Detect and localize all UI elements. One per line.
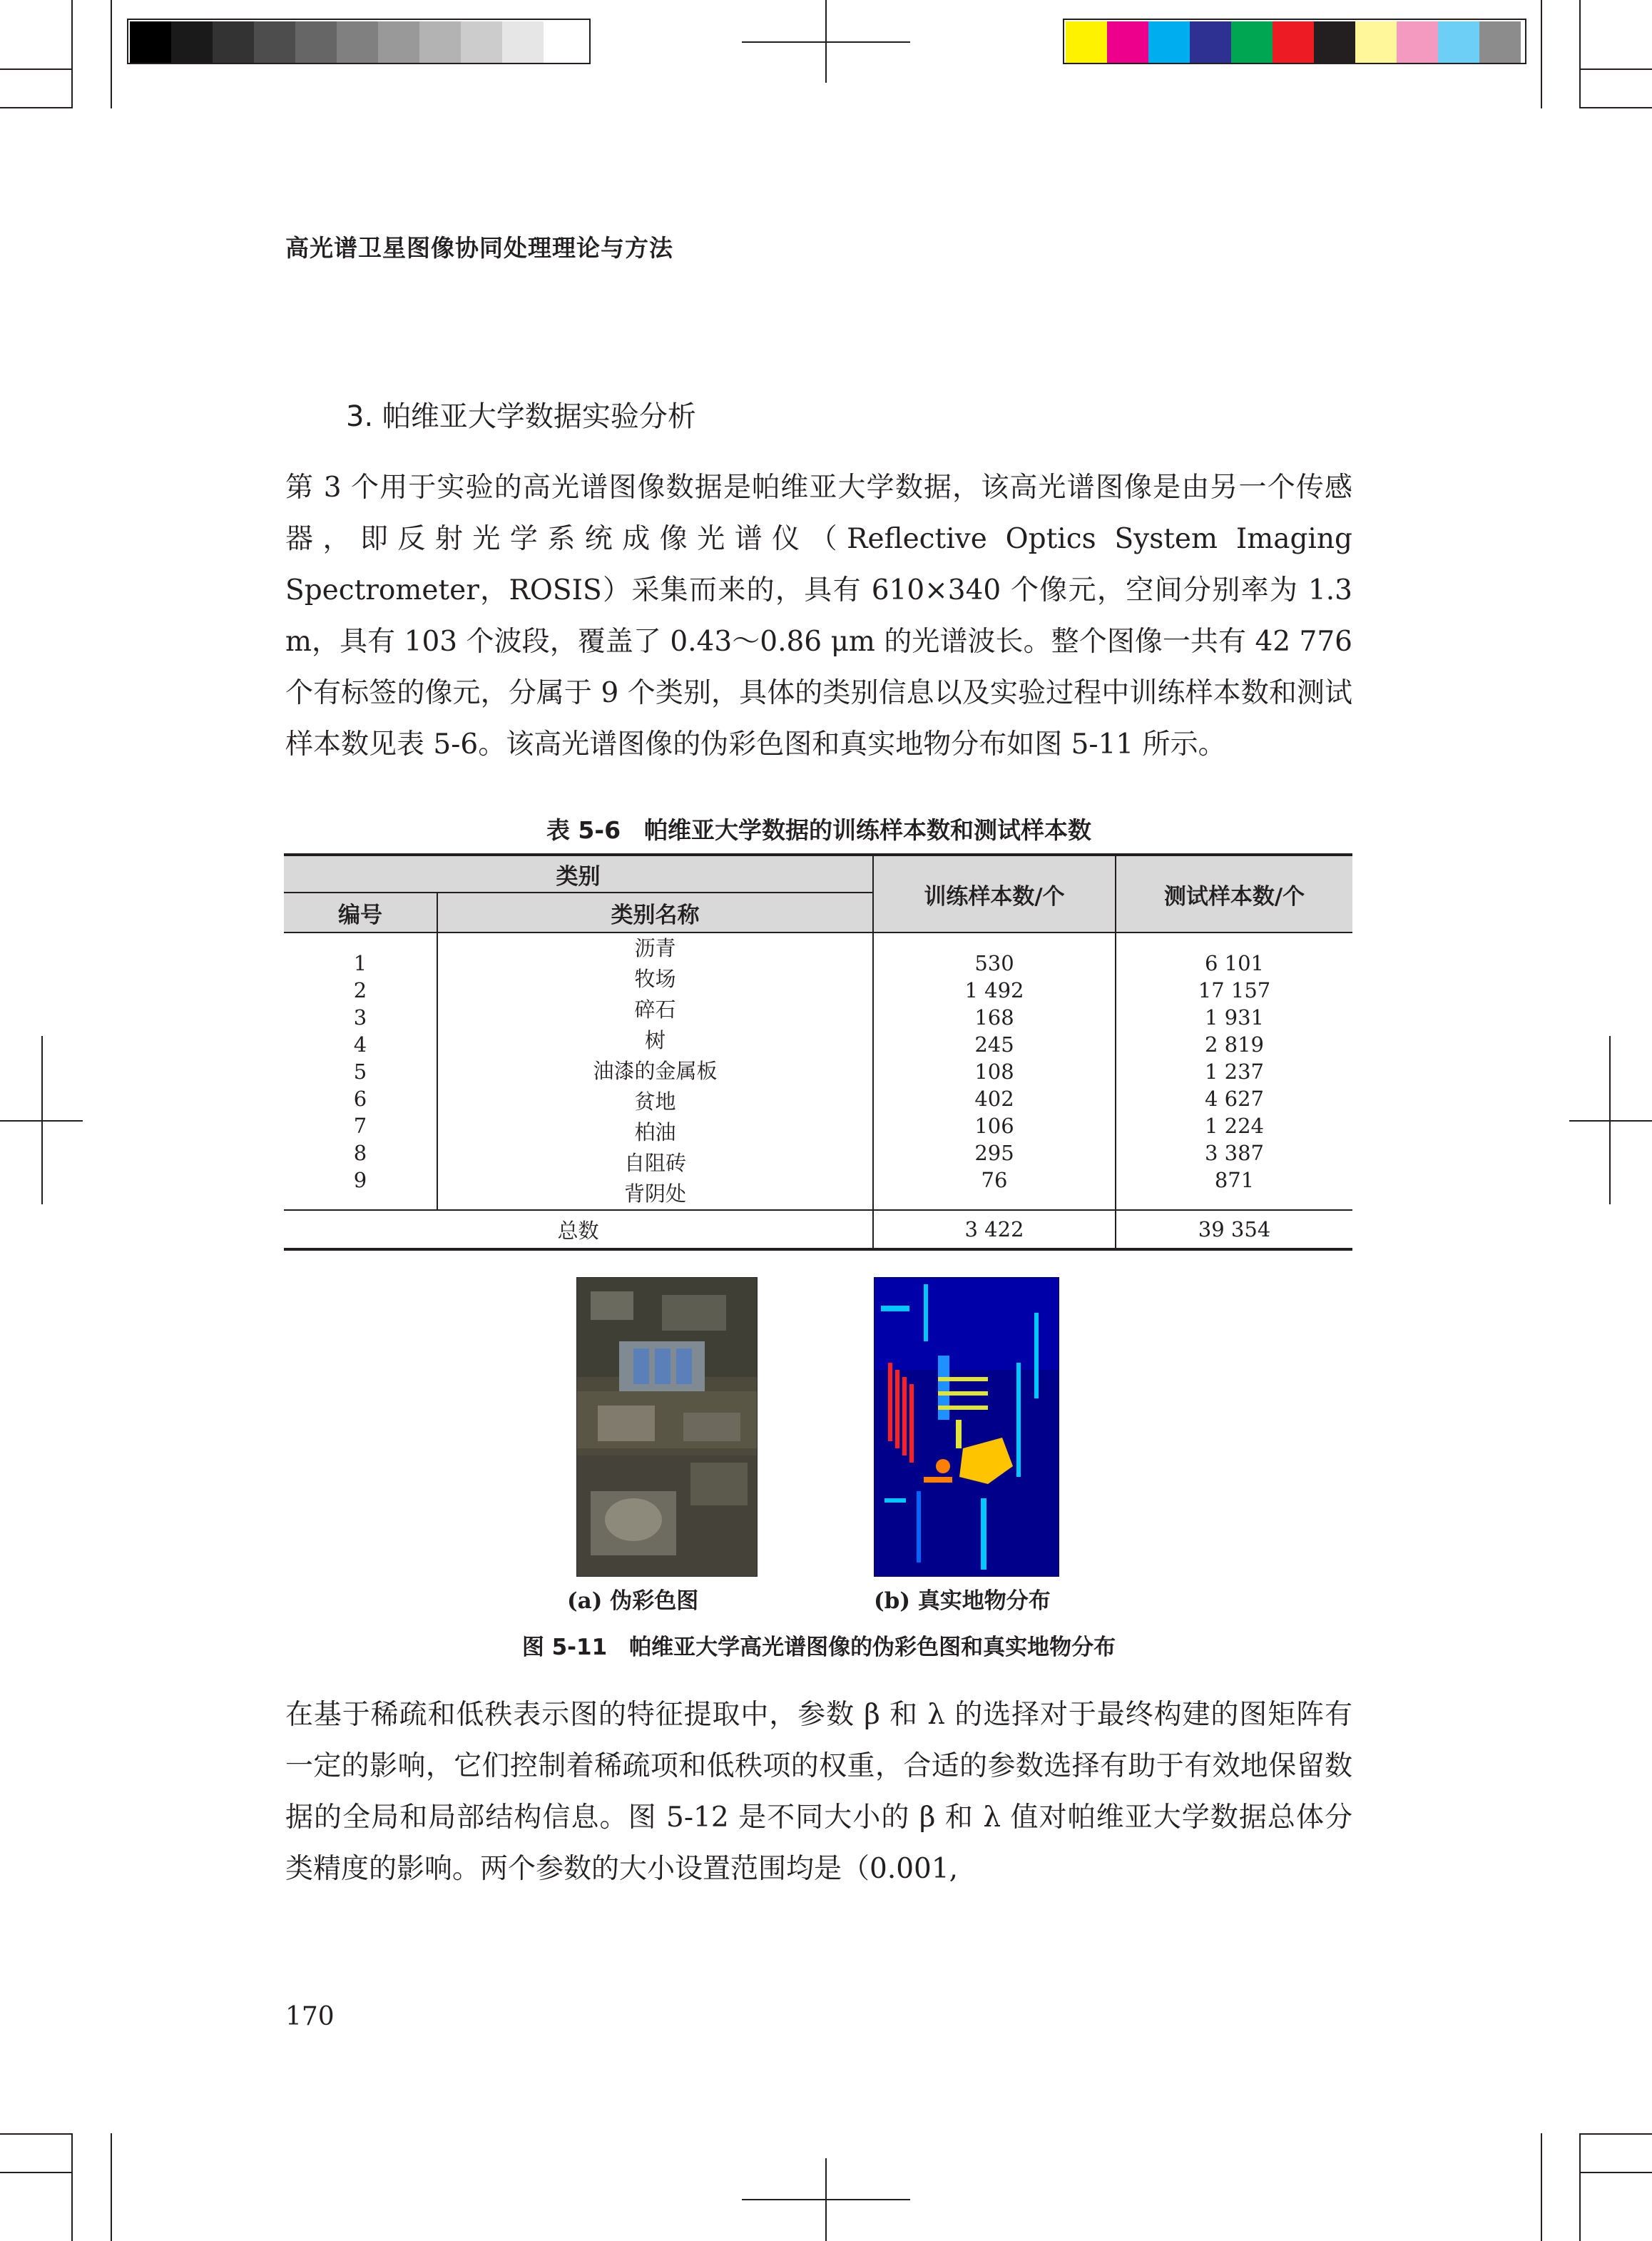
row-test-count-6: 4 627	[1204, 1086, 1265, 1111]
row-train-count-4: 245	[974, 1032, 1014, 1057]
row-category-name-5: 油漆的金属板	[593, 1059, 718, 1083]
paragraph-dataset-description: 第 3 个用于实验的高光谱图像数据是帕维亚大学数据，该高光谱图像是由另一个传感器，即反射光学系统成像光谱仪（Reflective Optics System Imaging Spectrometer，ROSIS）采集而来的，具有 610×340 个像元，空间分别率为 1.3 m，具有 103 个波段，覆盖了 0.43～0.86 μm 的光谱波长。整个图像一共有 42 776 个有标签的像元，分属于 9 个类别，具体的类别信息以及实验过程中训练样本数和测试样本数见表 5-6。该高光谱图像的伪彩色图和真实地物分布如图 5-11 所示。	[285, 472, 1352, 761]
section-heading: 3. 帕维亚大学数据实验分析	[346, 400, 696, 433]
subfigure-a-caption: (a) 伪彩色图	[567, 1588, 699, 1614]
row-id-4: 4	[353, 1032, 367, 1057]
header-category-group: 类别	[284, 855, 873, 893]
swatch-11	[544, 21, 585, 63]
row-category-name-8: 自阻砖	[623, 1151, 686, 1175]
row-id-5: 5	[353, 1059, 367, 1084]
category-name-column	[438, 933, 872, 1209]
swatch-2	[171, 21, 213, 63]
row-category-name-2: 牧场	[634, 967, 676, 991]
row-category-name-3: 碎石	[634, 997, 676, 1022]
swatch-8	[1355, 21, 1397, 63]
row-test-count-9: 871	[1214, 1167, 1255, 1192]
row-train-count-7: 106	[974, 1113, 1014, 1138]
row-id-9: 9	[353, 1167, 367, 1192]
swatch-2	[1107, 21, 1148, 63]
row-train-count-1: 530	[974, 950, 1014, 975]
swatch-5	[295, 21, 337, 63]
swatch-6	[337, 21, 378, 63]
swatch-1	[1066, 21, 1107, 63]
swatch-6	[1273, 21, 1314, 63]
header-category-name: 类别名称	[437, 893, 873, 933]
row-category-name-9: 背阴处	[623, 1182, 686, 1206]
swatch-7	[378, 21, 419, 63]
swatch-4	[1190, 21, 1231, 63]
page-number: 170	[285, 2002, 335, 2031]
row-train-count-6: 402	[974, 1086, 1014, 1111]
test-count-column	[1116, 950, 1352, 1194]
row-category-name-6: 贫地	[634, 1089, 676, 1114]
row-id-3: 3	[353, 1005, 367, 1030]
header-test-count: 测试样本数/个	[1116, 855, 1352, 933]
swatch-10	[502, 21, 544, 63]
swatch-7	[1314, 21, 1355, 63]
row-id-8: 8	[353, 1140, 367, 1165]
swatch-3	[1148, 21, 1190, 63]
id-column	[284, 950, 437, 1194]
swatch-9	[461, 21, 502, 63]
row-id-7: 7	[353, 1113, 367, 1138]
swatch-1	[130, 21, 171, 63]
row-train-count-3: 168	[974, 1005, 1014, 1030]
subfigure-b-caption: (b) 真实地物分布	[874, 1588, 1051, 1614]
row-train-count-2: 1 492	[964, 977, 1024, 1002]
row-category-name-4: 树	[644, 1028, 666, 1052]
train-count-column	[874, 950, 1115, 1194]
swatch-5	[1231, 21, 1273, 63]
row-test-count-2: 17 157	[1198, 977, 1271, 1002]
swatch-8	[419, 21, 461, 63]
row-test-count-4: 2 819	[1204, 1032, 1265, 1057]
header-train-count: 训练样本数/个	[873, 855, 1116, 933]
row-train-count-8: 295	[974, 1140, 1014, 1165]
total-label: 总数	[284, 1210, 873, 1249]
row-test-count-7: 1 224	[1204, 1113, 1265, 1138]
row-category-name-7: 柏油	[634, 1120, 676, 1144]
header-id: 编号	[284, 893, 437, 933]
running-head: 高光谱卫星图像协同处理理论与方法	[285, 234, 673, 262]
swatch-9	[1397, 21, 1438, 63]
swatch-10	[1438, 21, 1479, 63]
row-test-count-1: 6 101	[1204, 950, 1265, 975]
paragraph-parameter-analysis: 在基于稀疏和低秩表示图的特征提取中，参数 β 和 λ 的选择对于最终构建的图矩阵有一定的影响，它们控制着稀疏项和低秩项的权重，合适的参数选择有助于有效地保留数据的全局和局部结构信息。图 5-12 是不同大小的 β 和 λ 值对帕维亚大学数据总体分类精度的影响。两个参数的大小设置范围均是（0.001,	[285, 1699, 1352, 1885]
row-train-count-9: 76	[981, 1167, 1008, 1192]
row-test-count-5: 1 237	[1204, 1059, 1265, 1084]
ground-truth-map	[874, 1277, 1059, 1577]
row-id-1: 1	[353, 950, 367, 975]
table-caption: 表 5-6 帕维亚大学数据的训练样本数和测试样本数	[546, 816, 1092, 844]
row-test-count-3: 1 931	[1204, 1005, 1265, 1030]
row-category-name-1: 沥青	[634, 936, 676, 960]
false-color-image	[576, 1277, 758, 1577]
swatch-4	[254, 21, 295, 63]
total-train-count: 3 422	[873, 1210, 1116, 1249]
swatch-11	[1479, 21, 1521, 63]
total-test-count: 39 354	[1116, 1210, 1352, 1249]
row-id-6: 6	[353, 1086, 367, 1111]
row-train-count-5: 108	[974, 1059, 1014, 1084]
swatch-3	[213, 21, 254, 63]
figure-caption: 图 5-11 帕维亚大学高光谱图像的伪彩色图和真实地物分布	[521, 1635, 1116, 1660]
row-test-count-8: 3 387	[1204, 1140, 1265, 1165]
sample-count-table	[284, 853, 1352, 1251]
row-id-2: 2	[353, 977, 367, 1002]
